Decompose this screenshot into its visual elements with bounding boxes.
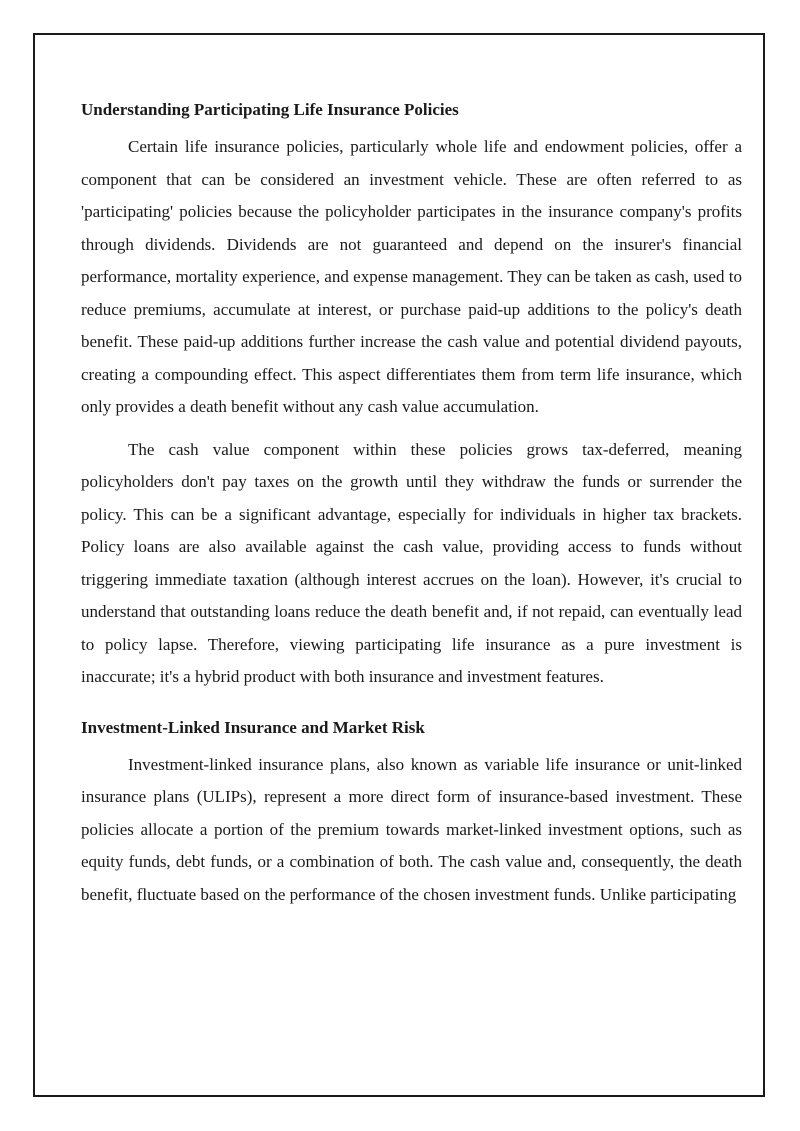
section-heading-investment-linked: Investment-Linked Insurance and Market Risk <box>81 717 425 737</box>
paragraph-cash-value: The cash value component within these policies grows tax-deferred, meaning policyholders don't pay taxes on the growth until they withdraw the funds or surrender the policy. This can be a significant advantage, especially for individuals in higher tax brackets. Policy loans are also available against the cash value, providing access to funds without triggering immediate taxation (although interest accrues on the loan). However, it's crucial to understand that outstanding loans reduce the death benefit and, if not repaid, can eventually lead to policy lapse. Therefore, viewing participating life insurance as a pure investment is inaccurate; it's a hybrid product with both insurance and investment features. <box>81 439 742 686</box>
paragraph-investment-linked: Investment-linked insurance plans, also known as variable life insurance or unit-linked insurance plans (ULIPs), represent a more direct form of insurance-based investment. These policies allocate a portion of the premium towards market-linked investment options, such as equity funds, debt funds, or a combination of both. The cash value and, consequently, the death benefit, fluctuate based on the performance of the chosen investment funds. Unlike participating <box>81 754 742 904</box>
section-heading-participating: Understanding Participating Life Insurance Policies <box>81 100 459 119</box>
document-body <box>81 96 742 921</box>
paragraph-participating-intro: Certain life insurance policies, particularly whole life and endowment policies, offer a component that can be considered an investment vehicle. These are often referred to as 'participating' policies because the policyholder participates in the insurance company's profits through dividends. Dividends are not guaranteed and depend on the insurer's financial performance, mortality experience, and expense management. They can be taken as cash, used to reduce premiums, accumulate at interest, or purchase paid-up additions to the policy's death benefit. These paid-up additions further increase the cash value and potential dividend payouts, creating a compounding effect. This aspect differentiates them from term life insurance, which only provides a death benefit without any cash value accumulation. <box>81 137 742 416</box>
